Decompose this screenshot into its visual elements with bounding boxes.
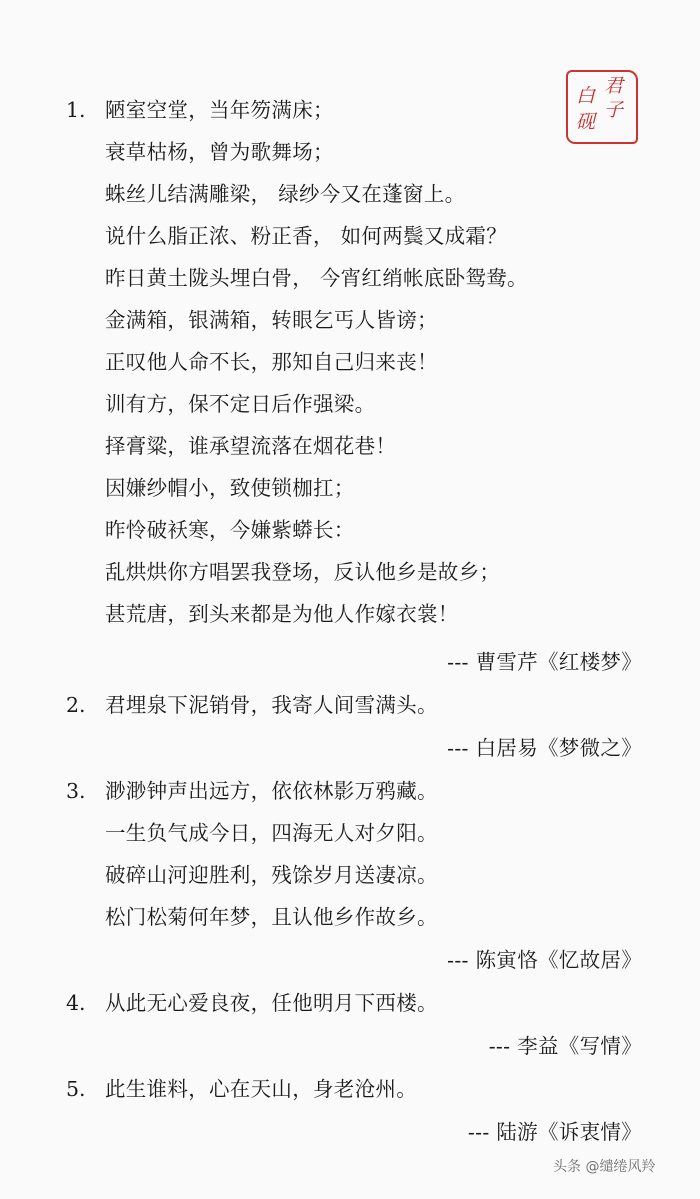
poem-text: 昨日黄土陇头埋白骨， 今宵红绡帐底卧鸳鸯。 (105, 266, 528, 290)
poem-attribution: --- 陆游《诉衷情》 (467, 1120, 642, 1144)
poem-number: 5. (66, 1077, 86, 1101)
poem-text: 蛛丝儿结满雕梁， 绿纱今又在蓬窗上。 (105, 182, 466, 206)
poem-line (0, 216, 700, 256)
poem-line (0, 855, 700, 895)
poem-attribution: --- 白居易《梦微之》 (447, 736, 642, 760)
poem-line (0, 258, 700, 298)
poem-line (0, 983, 700, 1023)
poem-line (0, 174, 700, 214)
attribution-line (0, 728, 700, 768)
poem-text: 松门松菊何年梦，且认他乡作故乡。 (105, 905, 438, 929)
seal-char: 白 (576, 85, 596, 107)
poem-line (0, 813, 700, 853)
poem-line (0, 342, 700, 382)
attribution-line (0, 1026, 700, 1066)
poem-text: 一生负气成今日，四海无人对夕阳。 (105, 821, 438, 845)
poem-number: 4. (66, 991, 86, 1015)
poem-number: 2. (66, 693, 86, 717)
poem-line (0, 426, 700, 466)
poem-text: 择膏粱，谁承望流落在烟花巷！ (105, 434, 397, 458)
poem-text: 此生谁料，心在天山，身老沧州。 (105, 1077, 417, 1101)
poem-line (0, 384, 700, 424)
poem-text: 说什么脂正浓、粉正香， 如何两鬓又成霜？ (105, 224, 508, 248)
poem-line (0, 510, 700, 550)
poem-attribution: --- 曹雪芹《红楼梦》 (447, 650, 642, 674)
poem-text: 陋室空堂，当年笏满床； (105, 98, 334, 122)
poem-text: 训有方，保不定日后作强梁。 (105, 392, 376, 416)
poem-line (0, 771, 700, 811)
poem-line (0, 552, 700, 592)
poem-number: 3. (66, 779, 86, 803)
poem-text: 君埋泉下泥销骨，我寄人间雪满头。 (105, 693, 438, 717)
poem-line (0, 300, 700, 340)
poem-line (0, 90, 700, 133)
attribution-line (0, 642, 700, 682)
seal-char: 子 (604, 99, 624, 121)
seal-char: 砚 (576, 111, 596, 133)
attribution-line (0, 1112, 700, 1152)
poem-text: 正叹他人命不长，那知自己归来丧！ (105, 350, 438, 374)
poem-line (0, 897, 700, 937)
poem-attribution: --- 陈寅恪《忆故居》 (447, 948, 642, 972)
poem-line (0, 685, 700, 725)
poem-attribution: --- 李益《写情》 (488, 1034, 642, 1058)
watermark: 头条 @缱绻风羚 (553, 1159, 656, 1175)
poem-line (0, 132, 700, 172)
poem-line (0, 468, 700, 508)
poem-text: 乱烘烘你方唱罢我登场，反认他乡是故乡； (105, 560, 501, 584)
poem-text: 昨怜破袄寒，今嫌紫蟒长： (105, 518, 355, 542)
poem-number: 1. (66, 98, 86, 122)
poem-text: 从此无心爱良夜，任他明月下西楼。 (105, 991, 438, 1015)
poem-text: 衰草枯杨，曾为歌舞场； (105, 140, 334, 164)
poem-line (0, 594, 700, 634)
poem-text: 金满箱，银满箱，转眼乞丐人皆谤； (105, 308, 438, 332)
seal-char: 君 (604, 75, 624, 97)
attribution-line (0, 940, 700, 980)
poem-text: 渺渺钟声出远方，依依林影万鸦藏。 (105, 779, 438, 803)
poem-line (0, 1069, 700, 1109)
poem-text: 甚荒唐，到头来都是为他人作嫁衣裳！ (105, 602, 459, 626)
poem-text: 因嫌纱帽小，致使锁枷扛； (105, 476, 355, 500)
poem-text: 破碎山河迎胜利，残馀岁月送凄凉。 (105, 863, 438, 887)
